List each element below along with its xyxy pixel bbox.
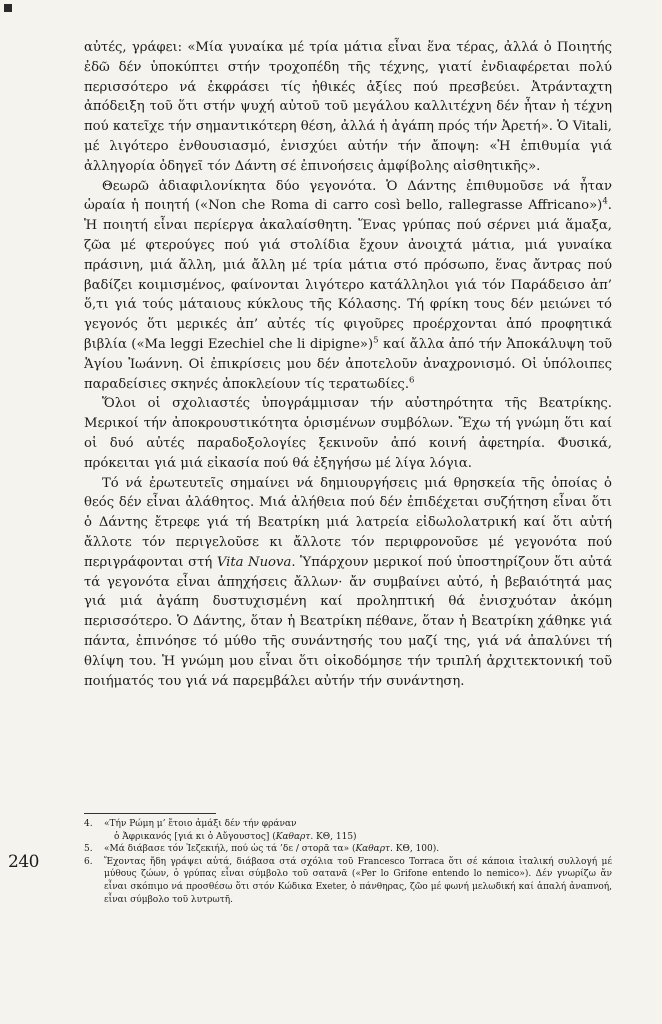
paragraph-2-text-b: . Ἡ ποιητή εἶναι περίεργα ἀκαλαίσθητη. Ἕνας γρύπας πού σέρνει μιά ἅμαξα, ζῶα μέ φτερούγες πού γιά στολίδια ἔχουν ἀνοιχτά μάτια, μιά γυναίκα πράσινη, μιά ἄλλη, μιά ἄλλη μέ τρία μάτια στό πρόσωπο, ἕνας ἄντρας πού βαδίζει κοιμισμένος, φαίνονται λιγότερο κατάλληλοι γιά τόν Παράδεισο ἀπ’ ὅ,τι γιά τούς μάταιους κύκλους τῆς Κόλασης. Τή φρίκη τους δέν μειώνει τό γεγονός ὅτι μερικές ἀπ’ αὐτές τίς φιγοῦρες προέρχονται ἀπό προφητικά βιβλία («Ma leggi Ezechiel che li dipigne») — [84, 198, 612, 352]
footnote-5 — [84, 843, 612, 856]
footnote-5-number: 5. — [84, 844, 93, 855]
paragraph-4 — [84, 474, 612, 692]
paragraph-3 — [84, 394, 612, 473]
paragraph-1 — [84, 38, 612, 177]
footnote-4-number: 4. — [84, 819, 93, 829]
footnote-6-text: Ἔχοντας ἤδη γράψει αὐτά, διάβασα στά σχόλια τοῦ Francesco Torraca ὅτι σέ κάποια ἰταλική συλλογή μέ μύθους ζώων, ὁ γρύπας εἶναι σύμβολο τοῦ σατανᾶ («Per lo Grifone entendo lo nemico»). Δέν γνωρίζω ἄν εἶναι σκόπιμο νά προσθέσω ὅτι στόν Κώδικα Exeter, ὁ πάνθηρας, ζῶο μέ φωνή μελωδική καί ἁπαλή ἀναπνοή, εἶναι σύμβολο τοῦ λυτρωτῆ. — [104, 856, 612, 905]
main-text — [84, 38, 612, 691]
footnote-ref-4: 4 — [602, 196, 608, 207]
footnote-4-line-2-text: ὁ Ἀφρικανός [γιά κι ὁ Αὔγουστος] ( — [114, 831, 276, 842]
footnote-4-citation: Καθαρτ — [275, 831, 311, 842]
paragraph-3-text: Ὅλοι οἱ σχολιαστές ὑπογράμμισαν τήν αὐστηρότητα τῆς Βεατρίκης. Μερικοί τήν ἀποκρουστικότητα ὁρισμένων συμβόλων. Ἔχω τή γνώμη ὅτι καί οἱ δυό αὐτές παραδοξολογίες ξεκινοῦν ἀπό κοινή ἀφετηρία. Φυσικά, πρόκειται γιά μιά εἰκασία πού θά ἐξηγήσω μέ λίγα λόγια. — [84, 396, 612, 471]
paragraph-1-text: αὐτές, γράφει: «Μία γυναίκα μέ τρία μάτια εἶναι ἕνα τέρας, ἀλλά ὁ Ποιητής ἐδῶ δέν ὑποκύπτει στήν τροχοπέδη τῆς τέχνης, γιατί ἐνδιαφέρεται πολύ περισσότερο νά ἐκφράσει τίς ἠθικές ἀξίες πού πρεσβεύει. Ἀτράνταχτη ἀπόδειξη τοῦ ὅτι στήν ψυχή αὐτοῦ τοῦ μεγάλου καλλιτέχνη δέν ἦταν ἡ τέχνη πού κατεῖχε τήν σημαντικότερη θέση, ἀλλά ἡ ἀγάπη πρός τήν Ἀρετή». Ὁ Vitali, μέ λιγότερο ἐνθουσιασμό, ἐνισχύει αὐτήν τήν ἄποψη: «Ἡ ἐπιθυμία γιά ἀλληγορία ὁδηγεῖ τόν Δάντη σέ ἐπινοήσεις ἀμφίβολης αἰσθητικῆς». — [84, 40, 612, 174]
vita-nuova-title: Vita Nuova — [216, 554, 292, 570]
footnote-ref-6: 6 — [409, 375, 415, 386]
footnote-divider — [84, 813, 216, 814]
footnote-4-line-2 — [104, 831, 612, 844]
paragraph-2-text-a: Θεωρῶ ἀδιαφιλονίκητα δύο γεγονότα. Ὁ Δάντης ἐπιθυμοῦσε νά ἦταν ὡραία ἡ ποιητή («Non che Roma di carro così bello, rallegrasse Affricano») — [84, 178, 612, 214]
footnote-4-line-2-end: . ΚΘ, 115) — [310, 831, 357, 842]
footnote-6-number: 6. — [84, 856, 93, 867]
footnote-4 — [84, 818, 612, 843]
paragraph-4-text-b: . Ὑπάρχουν μερικοί πού ὑποστηρίζουν ὅτι αὐτά τά γεγονότα εἶναι ἀπηχήσεις ἄλλων· ἄν συμβαίνει αὐτό, ἡ βεβαιότητά μας γιά μιά ἀγάπη δυστυχισμένη καί προληπτική θά ἐνισχυόταν ἀκόμη περισσότερο. Ὁ Δάντης, ὅταν ἡ Βεατρίκη πέθανε, ὅταν ἡ Βεατρίκη χάθηκε γιά πάντα, ἐπινόησε τό μύθο τῆς συνάντησής του μαζί της, γιά νά ἀπαλύνει τή θλίψη του. Ἡ γνώμη μου εἶναι ὅτι οἰκοδόμησε τήν τριπλή ἀρχιτεκτονική τοῦ ποιήματός του γιά νά παρεμβάλει αὐτήν τήν συνάντηση. — [84, 554, 612, 689]
paragraph-2-text-c: καί ἄλλα ἀπό τήν Ἀποκάλυψη τοῦ Ἁγίου Ἰωάννη. Οἱ ἐπικρίσεις μου δέν ἀποτελοῦν ἀναχρονισμό. Οἱ ὑπόλοιπες παραδείσιες σκηνές ἀποκλείουν τίς τερατωδίες. — [84, 336, 612, 392]
page-number: 240 — [8, 852, 39, 872]
footnote-5-end: . ΚΘ, 100). — [390, 844, 440, 855]
footnote-4-line-1: «Τήν Ρώμη μ’ ἔτοιο ἀμάξι δέν τήν φράναν — [104, 819, 297, 829]
footnote-6 — [84, 856, 612, 906]
footnote-5-citation: Καθαρτ — [355, 844, 391, 855]
footnotes — [84, 818, 612, 906]
footnote-ref-5: 5 — [373, 335, 379, 346]
footnote-5-text: «Μά διάβασε τόν Ἰεζεκιήλ, πού ὡς τά ’δε / στορᾶ τα» ( — [104, 844, 356, 855]
paragraph-2 — [84, 177, 612, 395]
scan-mark — [4, 4, 12, 12]
paragraph-4-text-a: Τό νά ἐρωτευτεῖς σημαίνει νά δημιουργήσεις μιά θρησκεία τῆς ὁποίας ὁ θεός δέν εἶναι ἀλάθητος. Μιά ἀλήθεια πού δέν ἐπιδέχεται συζήτηση εἶναι ὅτι ὁ Δάντης ἔτρεφε γιά τή Βεατρίκη μιά λατρεία εἰδωλολατρική καί ὅτι αὐτή ἄλλοτε τόν περιγελοῦσε κι ἄλλοτε τόν περιφρονοῦσε μέ γεγονότα πού περιγράφονται στή — [84, 475, 612, 570]
